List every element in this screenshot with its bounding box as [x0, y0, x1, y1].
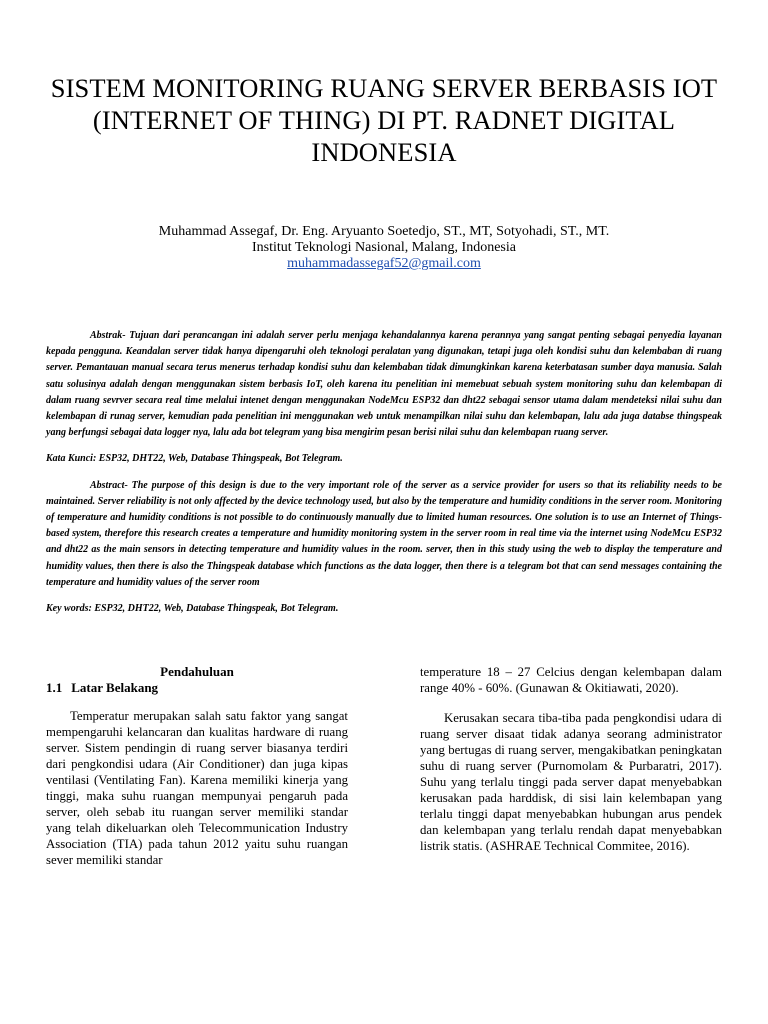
- subsection-title: Latar Belakang: [71, 680, 159, 695]
- keywords-indonesian: Kata Kunci: ESP32, DHT22, Web, Database Thingspeak, Bot Telegram.: [46, 453, 343, 465]
- subsection-number: 1.1: [46, 680, 63, 695]
- left-column: [46, 664, 348, 868]
- abstract-indonesian: Abstrak- Tujuan dari perancangan ini adalah server perlu menjaga kehandalannya karena perannya yang sangat penting sebagai penyedia layanan kepada pengguna. Keandalan server tidak hanya dipengaruhi oleh teknologi peralatan yang digunakan, tetapi juga oleh kondisi suhu dan kelembaban di ruang server. Pemantauan manual secara terus menerus terhadap kondisi suhu dan kelembaban tidak dimungkinkan karena keterbatasan sumber daya manusia. Salah satu solusinya adalah dengan menggunakan sistem berbasis IoT, oleh karena itu penelitian ini memebuat sebuah system monitoring suhu dan kelembapan di dalam ruang sevrver secara real time melalui intenet dengan menggunakan NodeMcu ESP32 dan dht22 sebagai sensor utama dalam mendeteksi nilai suhu dan kelembapan di runag server, kemudian pada penelitian ini menggunakan web untuk menampilkan nilai suhu dan kelembapan, lalu ada juga databse thingspeak yang berfungsi sebagai data logger nya, lalu ada bot telegram yang bisa mengirim pesan berisi nilai suhu dan kelembapan ruang server.: [46, 330, 722, 439]
- body-paragraph: Temperatur merupakan salah satu faktor yang sangat mempengaruhi kelancaran dan kualitas hardware di ruang server. Sistem pendingin di ruang server biasanya terdiri dari pengkondisi udara (Air Conditioner) dan juga kipas ventilasi (Ventilating Fan). Karena memiliki kinerja yang tinggi, maka suhu ruangan mempunyai pengaruh pada server, oleh sebab itu ruangan server memiliki standar yang telah dikeluarkan oleh Telecommunication Industry Association (TIA) pada tahun 2012 yaitu suhu ruangan sever memiliki standar: [46, 709, 348, 867]
- author-affiliation: Institut Teknologi Nasional, Malang, Indonesia: [252, 240, 516, 255]
- section-heading: Pendahuluan: [160, 664, 234, 679]
- body-columns: [46, 664, 722, 868]
- author-email-link[interactable]: muhammadassegaf52@gmail.com: [287, 256, 481, 271]
- body-paragraph: Kerusakan secara tiba-tiba pada pengkondisi udara di ruang server disaat tidak adanya seorang administrator yang bertugas di ruang server, mengakibatkan peningkatan suhu di ruang server (Purnomolam & Purbaratri, 2017). Suhu yang terlalu tinggi pada server dapat menyebabkan kerusakan pada harddisk, di sisi lain kelembapan yang terlalu tinggi dapat menyebabkan hubungan arus pendek dan kelembapan yang terlalu rendah dapat menyebabkan listrik statis. (ASHRAE Technical Commitee, 2016).: [420, 711, 722, 853]
- right-column: [420, 664, 722, 868]
- abstract-english: Abstract- The purpose of this design is due to the very important role of the server as a service provider for users so that its reliability needs to be maintained. Server reliability is not only affected by the device technology used, but also by the temperature and humidity conditions in the server room. Monitoring of temperature and humidity conditions is not possible to do continuously manually due to limited human resources. One solution is to use an Internet of Things-based system, therefore this research creates a temperature and humidity monitoring system in the server room in real time via the internet using NodeMcu ESP32 and dht22 as the main sensors in detecting temperature and humidity values in the room. server, then in this study using the web to display the temperature and humidity values, then there is also the Thingspeak database which functions as the data logger, then there is a telegram bot that can send messages containing the temperature and humidity values of the server room: [46, 479, 722, 588]
- paper-title: SISTEM MONITORING RUANG SERVER BERBASIS IOT (INTERNET OF THING) DI PT. RADNET DIGITAL INDONESIA: [50, 73, 718, 167]
- author-names: Muhammad Assegaf, Dr. Eng. Aryuanto Soetedjo, ST., MT, Sotyohadi, ST., MT.: [158, 224, 610, 239]
- author-block: [46, 224, 722, 272]
- subsection-heading: [46, 680, 348, 696]
- keywords-english: Key words: ESP32, DHT22, Web, Database Thingspeak, Bot Telegram.: [46, 603, 339, 615]
- body-paragraph-continued: temperature 18 – 27 Celcius dengan kelembapan dalam range 40% - 60%. (Gunawan & Okitiawati, 2020).: [420, 665, 722, 695]
